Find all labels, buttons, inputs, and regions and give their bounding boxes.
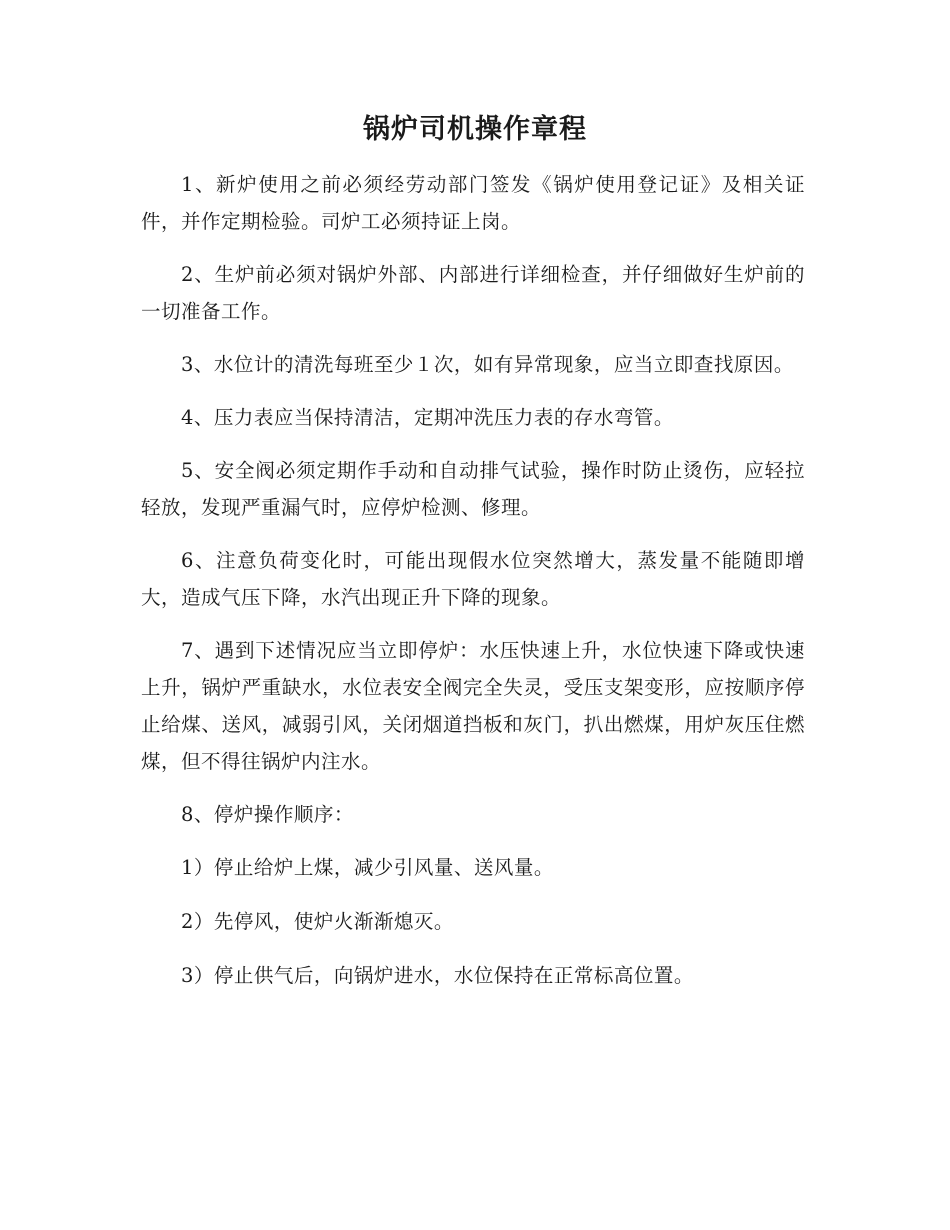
paragraph-1: 1、新炉使用之前必须经劳动部门签发《锅炉使用登记证》及相关证件，并作定期检验。司炉工必须持证上岗。 bbox=[141, 173, 805, 233]
paragraph-5: 5、安全阀必须定期作手动和自动排气试验，操作时防止烫伤，应轻拉轻放，发现严重漏气时，应停炉检测、修理。 bbox=[141, 459, 805, 519]
paragraph-3: 3、水位计的清洗每班至少１次，如有异常现象，应当立即查找原因。 bbox=[181, 353, 794, 376]
step-1: 1）停止给炉上煤，减少引风量、送风量。 bbox=[181, 856, 554, 879]
paragraph-7: 7、遇到下述情况应当立即停炉：水压快速上升，水位快速下降或快速上升，锅炉严重缺水，水位表安全阀完全失灵，受压支架变形，应按顺序停止给煤、送风，减弱引风，关闭烟道挡板和灰门，扒出燃煤，用炉灰压住燃煤，但不得往锅炉内注水。 bbox=[141, 639, 805, 773]
document-body bbox=[141, 166, 805, 1011]
paragraph-4: 4、压力表应当保持清洁，定期冲洗压力表的存水弯管。 bbox=[181, 406, 674, 429]
step-2: 2）先停风，使炉火渐渐熄灭。 bbox=[181, 910, 454, 933]
paragraph-8: 8、停炉操作顺序： bbox=[181, 803, 354, 826]
paragraph-2: 2、生炉前必须对锅炉外部、内部进行详细检查，并仔细做好生炉前的一切准备工作。 bbox=[141, 263, 805, 323]
document-title: 锅炉司机操作章程 bbox=[363, 114, 587, 145]
paragraph-6: 6、注意负荷变化时，可能出现假水位突然增大，蒸发量不能随即增大，造成气压下降，水汽出现正升下降的现象。 bbox=[141, 549, 805, 609]
step-3: 3）停止供气后，向锅炉进水，水位保持在正常标高位置。 bbox=[181, 964, 694, 987]
